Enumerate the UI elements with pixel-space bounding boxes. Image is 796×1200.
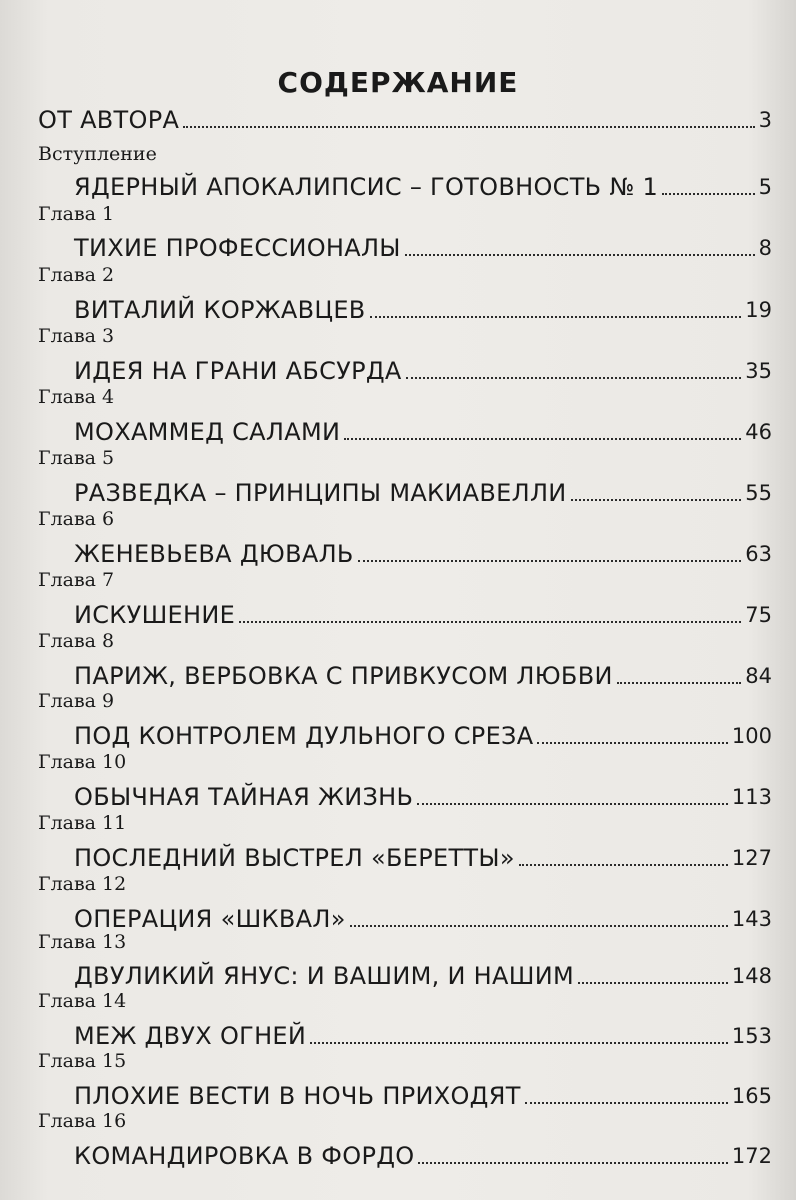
leader-dots [662,193,755,195]
leader-dots [417,803,728,805]
toc-entry-page: 3 [758,108,772,132]
toc-entry-page: 46 [745,420,772,444]
toc-entry-page: 143 [731,907,772,931]
toc-entry-title: КОМАНДИРОВКА В ФОРДО [74,1142,415,1170]
toc-entry-page: 153 [731,1024,772,1048]
leader-dots [350,925,728,927]
leader-dots [358,560,742,562]
toc-entry-title: ПОСЛЕДНИЙ ВЫСТРЕЛ «БЕРЕТТЫ» [74,844,515,872]
toc-entry-page: 63 [745,542,772,566]
toc-entry-title: ПЛОХИЕ ВЕСТИ В НОЧЬ ПРИХОДЯТ [74,1082,521,1110]
toc-entry-page: 165 [731,1084,772,1108]
leader-dots [406,377,742,379]
toc-entry-title: ПОД КОНТРОЛЕМ ДУЛЬНОГО СРЕЗА [74,722,534,750]
toc-entry [74,1074,772,1110]
toc-entry-page: 75 [745,603,772,627]
toc-entry-page: 113 [731,785,772,809]
leader-dots [344,438,741,440]
leader-dots [578,982,728,984]
toc-entry [74,897,772,933]
toc-entry [74,1134,772,1170]
leader-dots [405,254,755,256]
toc-entry [74,410,772,446]
leader-dots [571,499,742,501]
toc-entry-page: 84 [745,664,772,688]
toc-entry [74,836,772,872]
toc-entry-title: ДВУЛИКИЙ ЯНУС: И ВАШИМ, И НАШИМ [74,962,574,990]
chapter-label: Глава 13 [38,931,127,953]
leader-dots [310,1042,728,1044]
toc-entry-title: ПАРИЖ, ВЕРБОВКА С ПРИВКУСОМ ЛЮБВИ [74,662,613,690]
leader-dots [537,742,727,744]
chapter-label: Глава 4 [38,386,115,408]
chapter-label: Глава 1 [38,203,115,225]
chapter-label: Глава 3 [38,325,115,347]
chapter-label: Глава 14 [38,990,127,1012]
toc-entry [74,226,772,262]
toc-entry [74,954,772,990]
toc-entry-title: ТИХИЕ ПРОФЕССИОНАЛЫ [74,234,401,262]
toc-entry [38,98,772,134]
leader-dots [525,1102,728,1104]
toc-entry-page: 55 [745,481,772,505]
toc-entry [74,165,772,201]
toc-entry-page: 19 [745,298,772,322]
toc-entry-title: ЖЕНЕВЬЕВА ДЮВАЛЬ [74,540,354,568]
leader-dots [370,316,742,318]
chapter-label: Глава 2 [38,264,115,286]
leader-dots [183,126,754,128]
toc-entry-title: ОБЫЧНАЯ ТАЙНАЯ ЖИЗНЬ [74,783,414,811]
toc-entry-title: ВИТАЛИЙ КОРЖАВЦЕВ [74,296,366,324]
toc-entry-page: 8 [758,236,772,260]
toc-entry-title: ОПЕРАЦИЯ «ШКВАЛ» [74,905,346,933]
chapter-label: Вступление [38,143,157,165]
toc-entry [74,1014,772,1050]
chapter-label: Глава 15 [38,1050,127,1072]
toc-entry-page: 172 [731,1144,772,1168]
chapter-label: Глава 10 [38,751,127,773]
toc-entry [74,288,772,324]
toc-entry [74,775,772,811]
toc-entry-title: ИДЕЯ НА ГРАНИ АБСУРДА [74,357,402,385]
toc-entry-page: 100 [731,724,772,748]
toc-entry-page: 5 [758,175,772,199]
toc-entry [74,714,772,750]
chapter-label: Глава 11 [38,812,127,834]
leader-dots [418,1162,727,1164]
leader-dots [519,864,728,866]
toc-entry-page: 35 [745,359,772,383]
toc-entry [74,654,772,690]
toc-entry [74,349,772,385]
toc-entry-title: РАЗВЕДКА – ПРИНЦИПЫ МАКИАВЕЛЛИ [74,479,567,507]
leader-dots [617,682,742,684]
toc-entry-title: ОТ АВТОРА [38,106,180,134]
chapter-label: Глава 7 [38,569,115,591]
chapter-label: Глава 6 [38,508,115,530]
toc-entry-title: ЯДЕРНЫЙ АПОКАЛИПСИС – ГОТОВНОСТЬ № 1 [74,173,659,201]
toc-entry [74,532,772,568]
toc-entry-title: МЕЖ ДВУХ ОГНЕЙ [74,1022,307,1050]
page-title: СОДЕРЖАНИЕ [277,66,519,99]
chapter-label: Глава 5 [38,447,115,469]
chapter-label: Глава 16 [38,1110,127,1132]
chapter-label: Глава 12 [38,873,127,895]
leader-dots [239,621,741,623]
toc-entry-title: МОХАММЕД САЛАМИ [74,418,341,446]
toc-entry [74,593,772,629]
toc-entry [74,471,772,507]
toc-entry-page: 148 [731,964,772,988]
chapter-label: Глава 9 [38,690,115,712]
toc-entry-page: 127 [731,846,772,870]
chapter-label: Глава 8 [38,630,115,652]
toc-entry-title: ИСКУШЕНИЕ [74,601,236,629]
